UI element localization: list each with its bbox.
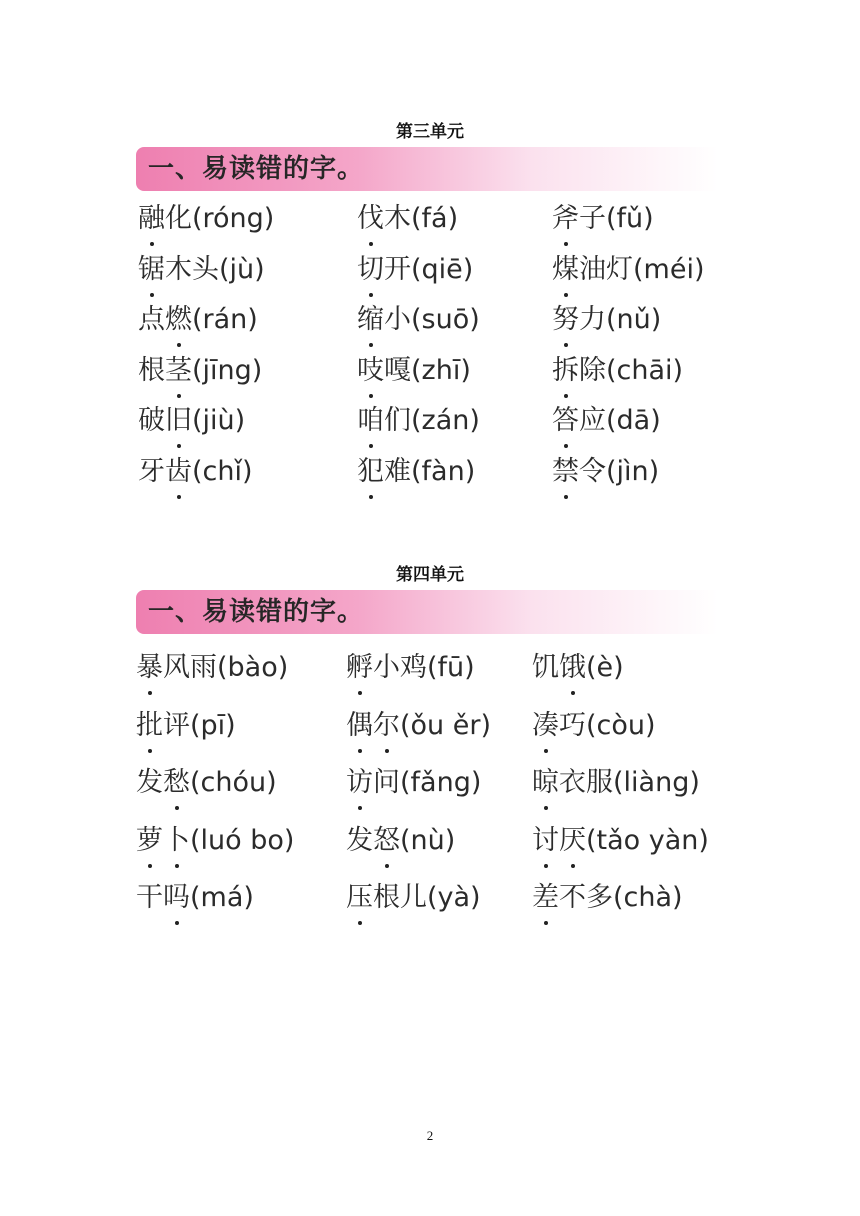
emphasized-character: 访 [346,767,373,798]
pinyin-text: (zán) [411,405,480,436]
word-entry [532,709,656,743]
word-text [136,652,217,683]
pinyin-text: (nǔ) [606,304,662,335]
word-text [136,710,190,741]
word-entry [532,881,683,915]
word-text [532,652,586,683]
word-text [532,825,586,856]
word-text [532,710,586,741]
word-text [138,456,192,487]
word-text [552,405,606,436]
character: 木 [384,203,411,234]
word-entry [552,354,683,388]
emphasized-character: 卜 [163,824,190,856]
word-text [346,825,400,856]
emphasized-character: 讨 [532,824,559,856]
word-entry [357,354,471,388]
emphasized-character: 凑 [532,709,559,741]
character: 灯 [606,253,633,285]
emphasized-character: 禁 [552,455,579,487]
pinyin-text: (jù) [219,253,265,285]
word-text [136,767,190,798]
pinyin-text: (suō) [411,304,480,335]
emphasized-character: 饿 [559,652,586,683]
character: 儿 [400,882,427,913]
character: 化 [165,203,192,234]
word-entry [136,766,277,800]
emphasized-character: 批 [136,709,163,741]
character: 点 [138,304,165,335]
emphasized-character: 努 [552,304,579,335]
character: 应 [579,405,606,436]
emphasized-character: 晾 [532,767,559,798]
word-entry [136,709,236,743]
word-text [138,355,192,386]
word-text [136,825,190,856]
unit-4-banner [136,590,718,634]
word-entry [552,202,654,236]
emphasized-character: 缩 [357,304,384,335]
character: 雨 [190,652,217,683]
pinyin-text: (má) [190,882,254,913]
emphasized-character: 茎 [165,354,192,386]
word-entry [346,766,481,800]
pinyin-text: (nù) [400,824,456,856]
pinyin-text: (zhī) [411,354,471,386]
word-text [552,304,606,335]
word-entry [357,253,473,287]
character: 令 [579,455,606,487]
pinyin-text: (còu) [586,709,656,741]
character: 难 [384,455,411,487]
word-text [552,355,606,386]
word-text [346,882,427,913]
pinyin-text: (luó bo) [190,824,295,856]
emphasized-character: 尔 [373,709,400,741]
unit-4-banner-text: 一、易读错的字。 [148,597,365,627]
character: 巧 [559,709,586,741]
word-text [532,882,613,913]
word-text [136,882,190,913]
character: 风 [163,652,190,683]
emphasized-character: 吗 [163,882,190,913]
character: 鸡 [400,652,427,683]
word-text [552,254,633,285]
word-entry [138,455,253,489]
emphasized-character: 暴 [136,652,163,683]
character: 子 [579,203,606,234]
emphasized-character: 偶 [346,709,373,741]
character: 衣 [559,767,586,798]
pinyin-text: (liàng) [613,767,700,798]
emphasized-character: 吱 [357,354,384,386]
pinyin-text: (fǎng) [400,767,482,798]
pinyin-text: (jīng) [192,354,263,386]
character: 头 [192,253,219,285]
word-text [532,767,613,798]
page-number: 2 [426,1128,434,1143]
pinyin-text: (jìn) [606,455,660,487]
word-text [346,767,400,798]
unit-3-banner [136,147,718,191]
word-entry [136,651,288,685]
emphasized-character: 愁 [163,767,190,798]
pinyin-text: (qiē) [411,253,474,285]
character: 发 [346,824,373,856]
word-entry [138,354,262,388]
pinyin-text: (fǔ) [606,203,654,234]
character: 小 [384,304,411,335]
emphasized-character: 厌 [559,824,586,856]
emphasized-character: 切 [357,253,384,285]
character: 油 [579,253,606,285]
word-text [357,304,411,335]
emphasized-character: 旧 [165,405,192,436]
emphasized-character: 锯 [138,253,165,285]
emphasized-character: 齿 [165,455,192,487]
character: 多 [586,882,613,913]
pinyin-text: (ǒu ěr) [400,709,491,741]
pinyin-text: (chǐ) [192,455,253,487]
word-entry [136,881,254,915]
unit-4-title: 第四单元 [396,565,464,585]
character: 嘎 [384,354,411,386]
character: 破 [138,405,165,436]
word-entry [138,303,258,337]
word-entry [357,202,458,236]
word-text [357,355,411,386]
unit-3-title: 第三单元 [396,122,464,142]
emphasized-character: 煤 [552,253,579,285]
word-entry [136,824,294,858]
word-entry [346,881,481,915]
word-text [357,405,411,436]
character: 开 [384,253,411,285]
emphasized-character: 答 [552,405,579,436]
word-entry [346,651,475,685]
word-entry [357,404,480,438]
character: 服 [586,767,613,798]
word-text [552,203,606,234]
word-text [346,652,427,683]
word-text [138,304,192,335]
word-entry [138,253,265,287]
word-entry [357,455,475,489]
pinyin-text: (rán) [192,304,258,335]
word-text [552,456,606,487]
pinyin-text: (róng) [192,203,275,234]
character: 小 [373,652,400,683]
character: 饥 [532,652,559,683]
emphasized-character: 萝 [136,824,163,856]
pinyin-text: (dā) [606,405,661,436]
emphasized-character: 拆 [552,354,579,386]
word-entry [552,404,661,438]
emphasized-character: 怒 [373,824,400,856]
character: 牙 [138,455,165,487]
pinyin-text: (fàn) [411,455,476,487]
pinyin-text: (è) [586,652,624,683]
unit-3-banner-text: 一、易读错的字。 [148,154,365,184]
word-entry [552,455,659,489]
emphasized-character: 压 [346,882,373,913]
pinyin-text: (chà) [613,882,683,913]
emphasized-character: 咱 [357,405,384,436]
emphasized-character: 融 [138,203,165,234]
emphasized-character: 伐 [357,203,384,234]
character: 发 [136,767,163,798]
word-entry [532,824,709,858]
pinyin-text: (méi) [633,253,705,285]
word-entry [346,709,491,743]
word-text [357,203,411,234]
character: 根 [373,882,400,913]
character: 干 [136,882,163,913]
word-text [346,710,400,741]
word-text [357,254,411,285]
pinyin-text: (chóu) [190,767,277,798]
emphasized-character: 犯 [357,455,384,487]
word-entry [552,253,704,287]
word-entry [552,303,661,337]
emphasized-character: 孵 [346,652,373,683]
emphasized-character: 差 [532,882,559,913]
character: 力 [579,304,606,335]
character: 根 [138,354,165,386]
pinyin-text: (chāi) [606,354,684,386]
word-text [138,254,219,285]
character: 评 [163,709,190,741]
word-text [138,405,192,436]
character: 们 [384,405,411,436]
pinyin-text: (yà) [427,882,481,913]
word-entry [357,303,480,337]
pinyin-text: (tǎo yàn) [586,824,709,856]
word-entry [346,824,455,858]
pinyin-text: (fá) [411,203,459,234]
word-entry [532,651,624,685]
pinyin-text: (fū) [427,652,475,683]
word-entry [138,202,274,236]
character: 问 [373,767,400,798]
pinyin-text: (bào) [217,652,289,683]
emphasized-character: 燃 [165,304,192,335]
character: 不 [559,882,586,913]
pinyin-text: (pī) [190,709,236,741]
character: 木 [165,253,192,285]
emphasized-character: 斧 [552,203,579,234]
word-entry [138,404,245,438]
pinyin-text: (jiù) [192,405,246,436]
word-entry [532,766,700,800]
character: 除 [579,354,606,386]
word-text [357,456,411,487]
word-text [138,203,192,234]
